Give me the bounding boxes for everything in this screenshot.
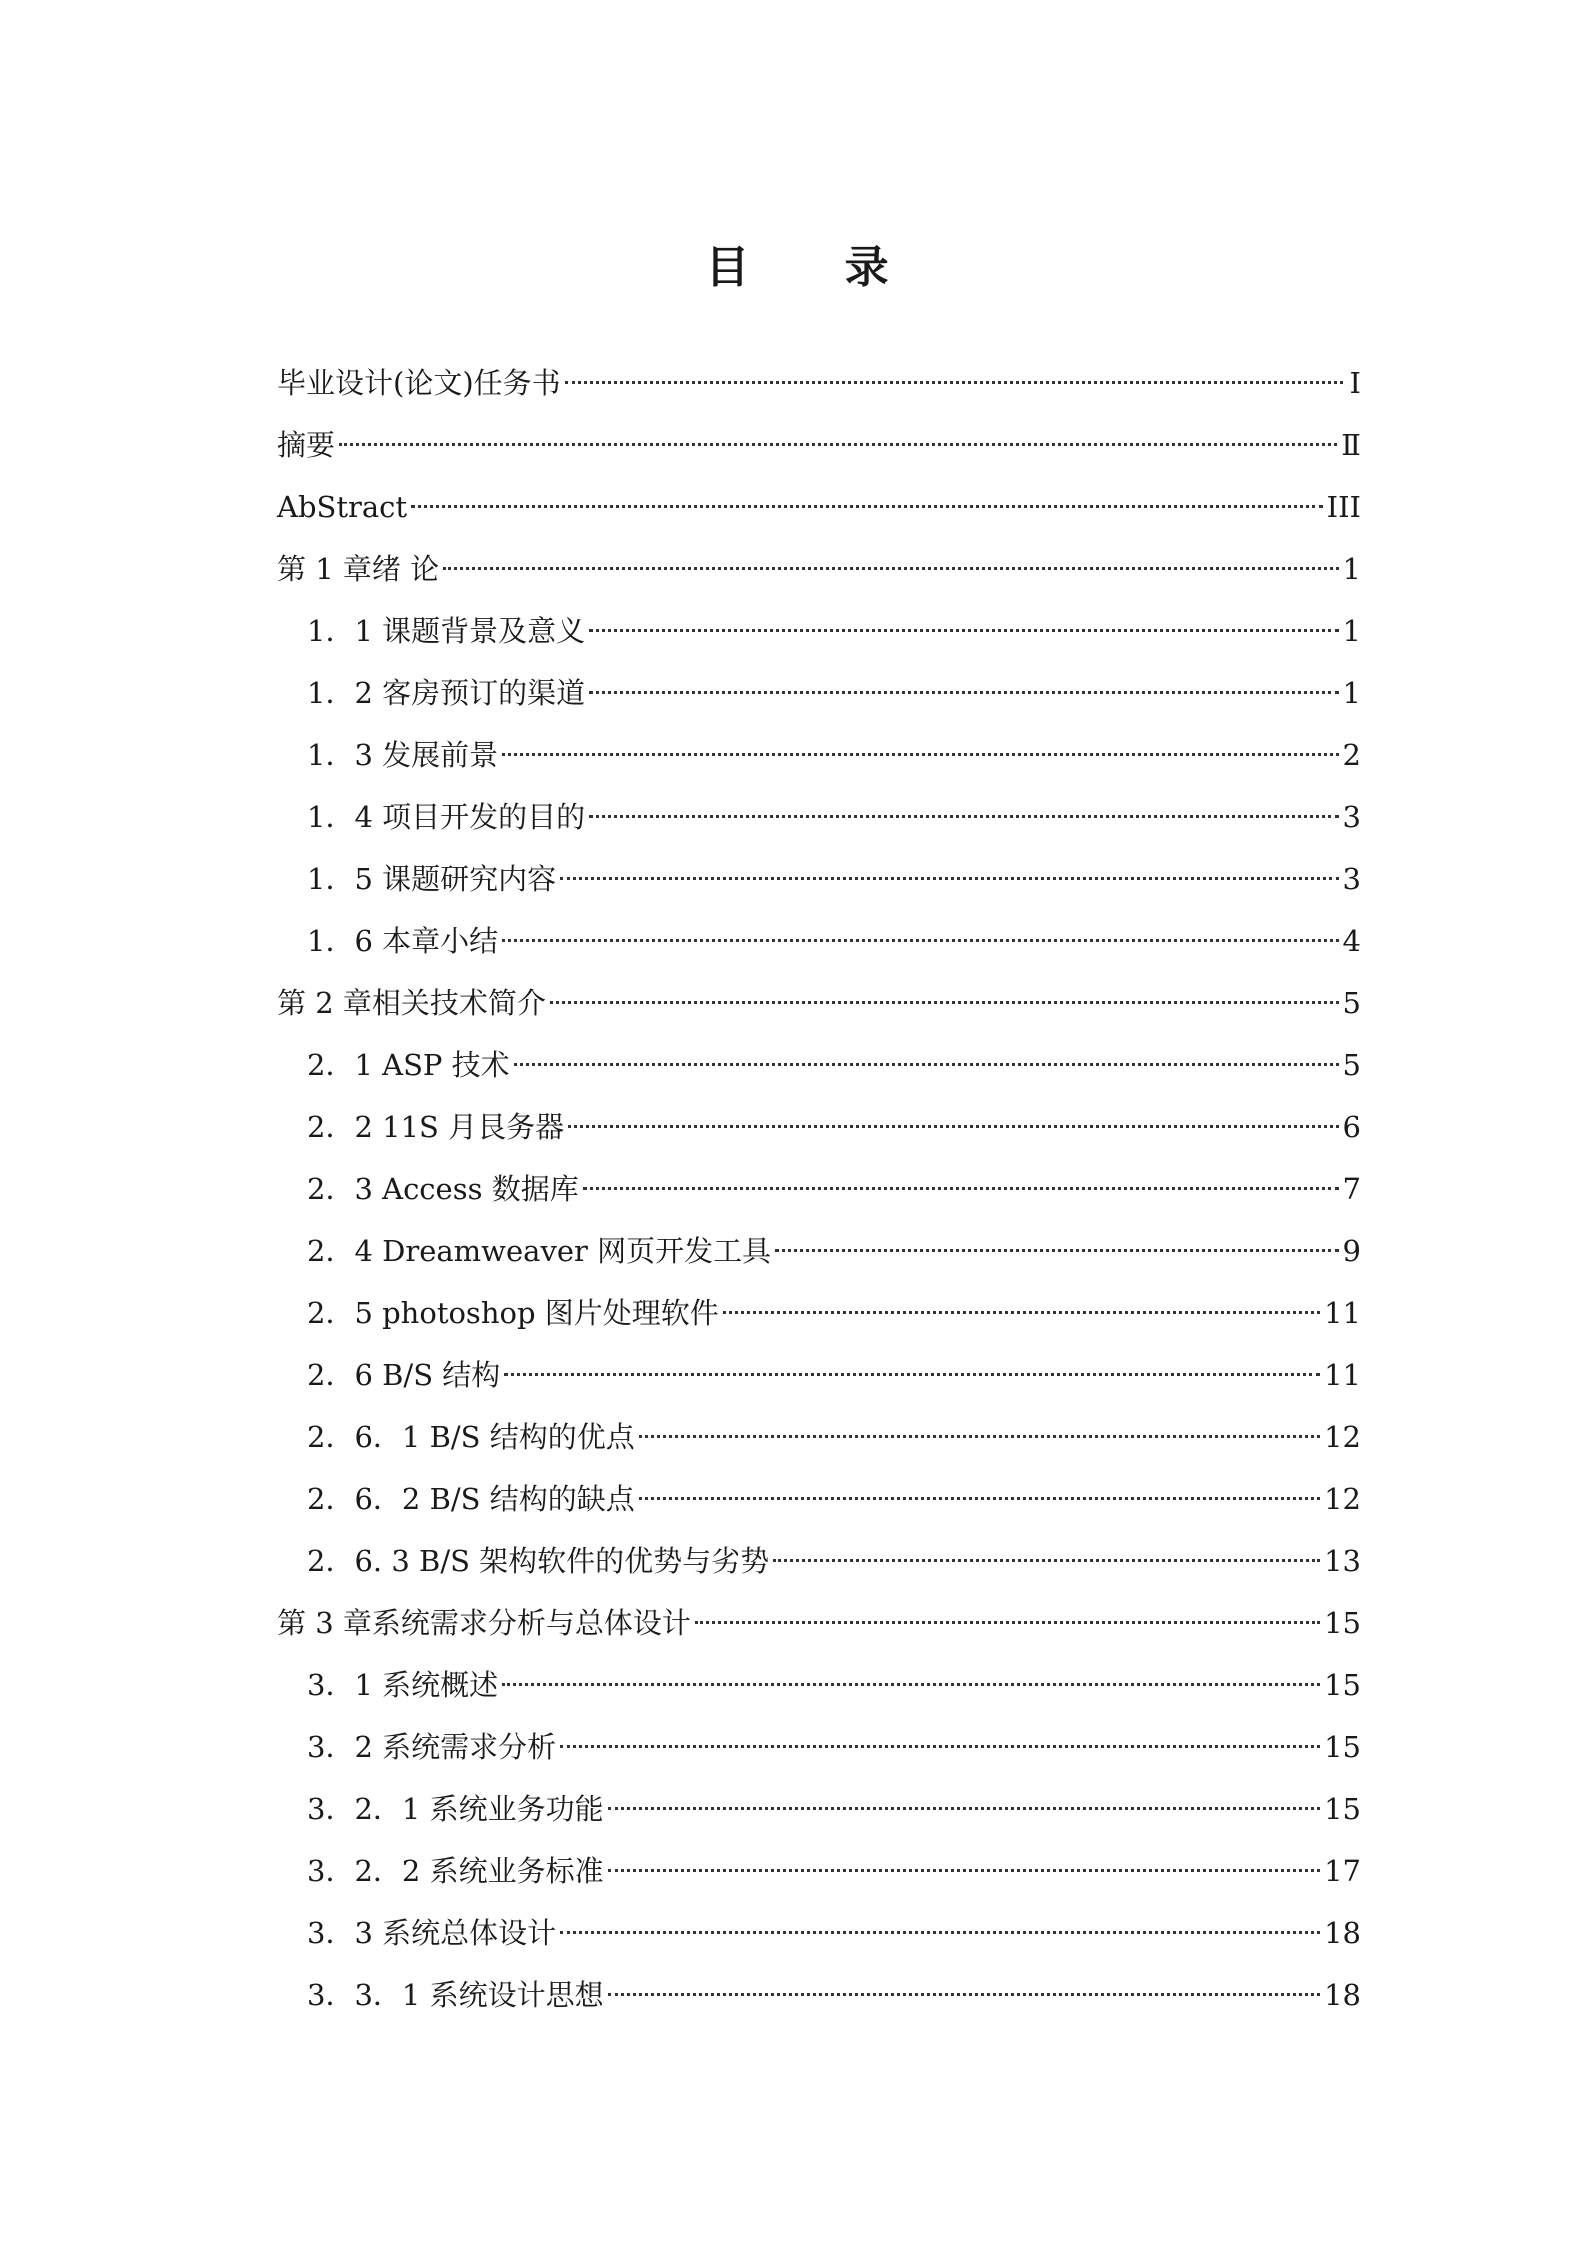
toc-entry-page-number: 3 [1342, 862, 1361, 896]
toc-entry[interactable] [277, 1964, 1361, 2026]
toc-entry-page-number: 1 [1342, 676, 1361, 710]
table-of-contents [277, 352, 1361, 2026]
toc-entry[interactable] [277, 352, 1361, 414]
toc-entry-page-number: 1 [1342, 552, 1361, 586]
toc-entry[interactable] [277, 1282, 1361, 1344]
dot-leader [514, 1063, 1339, 1066]
dot-leader [443, 567, 1338, 570]
dot-leader [560, 1931, 1320, 1934]
dot-leader [502, 1683, 1320, 1686]
toc-entry-label: 毕业设计(论文)任务书 [277, 366, 561, 400]
toc-entry-page-number: 15 [1324, 1792, 1361, 1826]
toc-entry[interactable] [277, 414, 1361, 476]
toc-entry-page-number: 6 [1342, 1110, 1361, 1144]
dot-leader [639, 1497, 1320, 1500]
toc-entry-page-number: 2 [1342, 738, 1361, 772]
toc-entry-page-number: 3 [1342, 800, 1361, 834]
dot-leader [560, 1745, 1320, 1748]
toc-entry-page-number: 5 [1342, 1048, 1361, 1082]
toc-entry-label: 1．1 课题背景及意义 [307, 614, 586, 648]
toc-entry[interactable] [277, 1034, 1361, 1096]
toc-entry-label: 3．1 系统概述 [307, 1668, 499, 1702]
dot-leader [608, 1993, 1321, 1996]
toc-entry-label: 2．6 B/S 结构 [307, 1358, 501, 1392]
dot-leader [695, 1621, 1320, 1624]
toc-entry-label: 2．3 Access 数据库 [307, 1172, 579, 1206]
toc-entry-label: 第 2 章相关技术简介 [277, 986, 546, 1020]
toc-entry-label: 2．4 Dreamweaver 网页开发工具 [307, 1234, 772, 1268]
toc-entry[interactable] [277, 662, 1361, 724]
toc-entry-label: 3．2 系统需求分析 [307, 1730, 557, 1764]
toc-entry-page-number: 9 [1342, 1234, 1361, 1268]
toc-entry-page-number: Ⅱ [1341, 428, 1361, 462]
toc-entry[interactable] [277, 848, 1361, 910]
toc-entry-page-number: 12 [1324, 1420, 1361, 1454]
toc-entry[interactable] [277, 1592, 1361, 1654]
toc-entry[interactable] [277, 1406, 1361, 1468]
toc-entry[interactable] [277, 476, 1361, 538]
toc-entry-page-number: 11 [1324, 1296, 1361, 1330]
toc-entry-page-number: 11 [1324, 1358, 1361, 1392]
toc-entry[interactable] [277, 724, 1361, 786]
toc-entry-page-number: III [1326, 490, 1361, 524]
toc-entry[interactable] [277, 1778, 1361, 1840]
dot-leader [589, 629, 1338, 632]
toc-entry-label: 2．6. 3 B/S 架构软件的优势与劣势 [307, 1544, 770, 1578]
dot-leader [723, 1311, 1320, 1314]
toc-entry-page-number: 5 [1342, 986, 1361, 1020]
dot-leader [773, 1559, 1320, 1562]
dot-leader [608, 1869, 1321, 1872]
toc-entry-page-number: 4 [1342, 924, 1361, 958]
toc-entry-page-number: 1 [1342, 614, 1361, 648]
toc-entry[interactable] [277, 1902, 1361, 1964]
dot-leader [560, 877, 1338, 880]
toc-entry-page-number: 15 [1324, 1668, 1361, 1702]
toc-entry[interactable] [277, 1220, 1361, 1282]
toc-entry-page-number: 18 [1324, 1916, 1361, 1950]
dot-leader [589, 691, 1338, 694]
toc-entry[interactable] [277, 1344, 1361, 1406]
toc-entry-label: 1．4 项目开发的目的 [307, 800, 586, 834]
toc-entry-label: 2．5 photoshop 图片处理软件 [307, 1296, 719, 1330]
toc-entry[interactable] [277, 1158, 1361, 1220]
toc-entry[interactable] [277, 1530, 1361, 1592]
toc-entry[interactable] [277, 1096, 1361, 1158]
toc-entry-label: 2．1 ASP 技术 [307, 1048, 510, 1082]
toc-entry[interactable] [277, 1468, 1361, 1530]
dot-leader [411, 505, 1323, 508]
dot-leader [589, 815, 1338, 818]
toc-entry-page-number: 12 [1324, 1482, 1361, 1516]
dot-leader [565, 381, 1343, 384]
toc-entry[interactable] [277, 786, 1361, 848]
dot-leader [504, 1373, 1320, 1376]
toc-entry[interactable] [277, 538, 1361, 600]
toc-entry-page-number: 7 [1342, 1172, 1361, 1206]
toc-entry-label: 第 3 章系统需求分析与总体设计 [277, 1606, 691, 1640]
toc-entry-label: 1．5 课题研究内容 [307, 862, 557, 896]
toc-entry-label: 2．6．1 B/S 结构的优点 [307, 1420, 635, 1454]
toc-entry-label: 3．2．1 系统业务功能 [307, 1792, 604, 1826]
toc-entry-label: 1．6 本章小结 [307, 924, 499, 958]
toc-entry-label: 3．3 系统总体设计 [307, 1916, 557, 1950]
toc-entry[interactable] [277, 1716, 1361, 1778]
toc-entry-label: 摘要 [277, 428, 336, 462]
toc-entry-label: 第 1 章绪 论 [277, 552, 440, 586]
toc-entry-page-number: 13 [1324, 1544, 1361, 1578]
dot-leader [608, 1807, 1321, 1810]
dot-leader [502, 939, 1338, 942]
toc-entry-label: 1．3 发展前景 [307, 738, 499, 772]
toc-entry[interactable] [277, 910, 1361, 972]
dot-leader [550, 1001, 1339, 1004]
toc-entry-label: 1．2 客房预订的渠道 [307, 676, 586, 710]
dot-leader [502, 753, 1338, 756]
dot-leader [775, 1249, 1338, 1252]
dot-leader [583, 1187, 1339, 1190]
toc-entry-label: 3．2．2 系统业务标准 [307, 1854, 604, 1888]
toc-entry[interactable] [277, 972, 1361, 1034]
page-title: 目 录 [705, 242, 929, 293]
toc-entry-label: 3．3．1 系统设计思想 [307, 1978, 604, 2012]
dot-leader [639, 1435, 1320, 1438]
toc-entry-page-number: 18 [1324, 1978, 1361, 2012]
toc-entry-page-number: 15 [1324, 1730, 1361, 1764]
toc-entry[interactable] [277, 1654, 1361, 1716]
toc-entry-label: AbStract [277, 490, 408, 524]
toc-entry-page-number: 17 [1324, 1854, 1361, 1888]
toc-entry-page-number: I [1349, 366, 1361, 400]
toc-entry[interactable] [277, 600, 1361, 662]
toc-entry-label: 2．2 11S 月艮务器 [307, 1110, 565, 1144]
toc-entry[interactable] [277, 1840, 1361, 1902]
toc-entry-label: 2．6．2 B/S 结构的缺点 [307, 1482, 635, 1516]
dot-leader [339, 443, 1337, 446]
dot-leader [568, 1125, 1338, 1128]
toc-entry-page-number: 15 [1324, 1606, 1361, 1640]
